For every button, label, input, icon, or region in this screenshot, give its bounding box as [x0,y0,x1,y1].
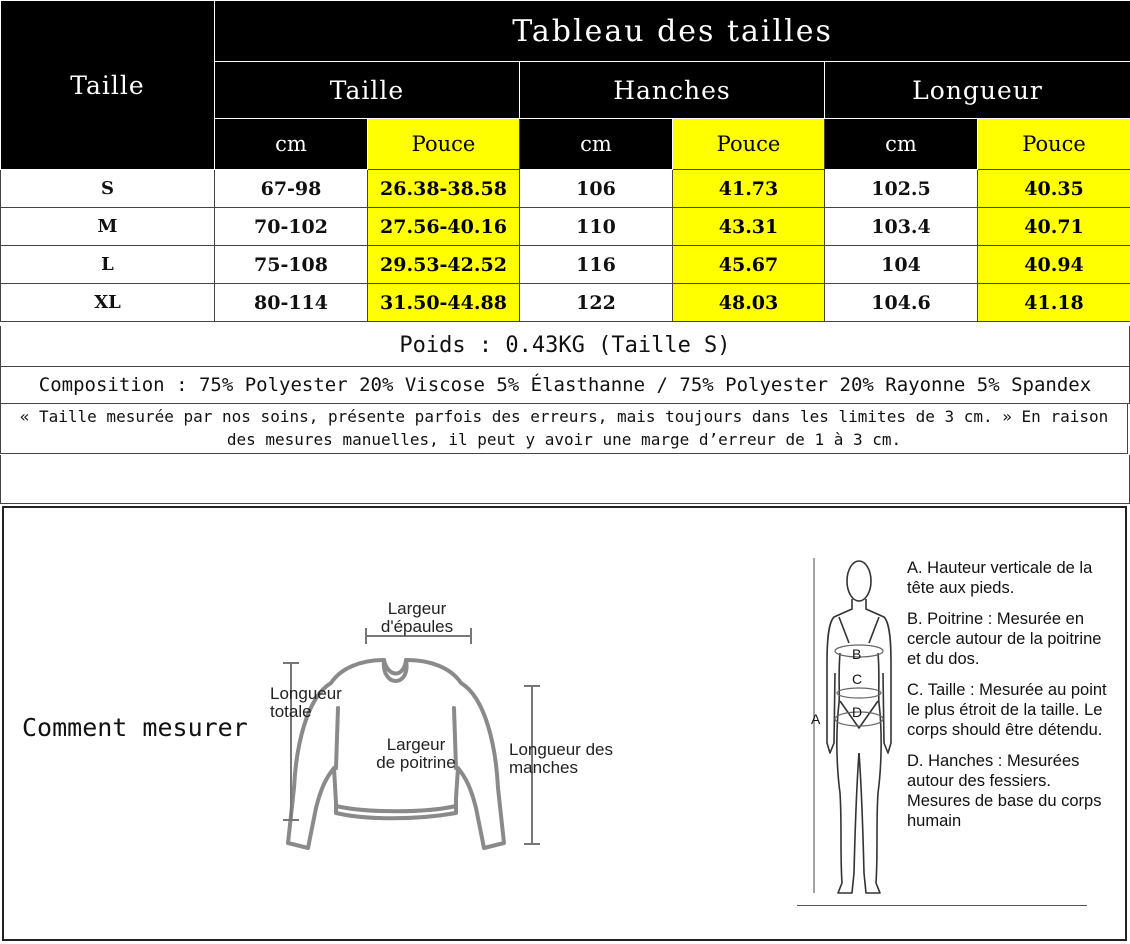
size-cell: S [1,170,215,208]
chart-title: Tableau des tailles [215,1,1130,62]
total-length-label: Longueur totale [270,684,342,721]
group-header-hips: Hanches [520,62,825,119]
table-cell: 45.67 [673,246,825,284]
table-cell: 80-114 [215,284,368,322]
unit-header-cm: cm [215,119,368,170]
table-cell: 40.35 [978,170,1130,208]
size-column-header: Taille [1,1,215,170]
table-cell: 48.03 [673,284,825,322]
table-cell: 103.4 [825,208,978,246]
ground-line [797,905,1087,906]
table-cell: 102.5 [825,170,978,208]
chest-width-label: Largeur de poitrine [376,735,456,772]
table-cell: 106 [520,170,673,208]
table-cell: 27.56-40.16 [368,208,520,246]
table-row [1,246,1130,284]
table-cell: 75-108 [215,246,368,284]
table-row [1,208,1130,246]
table-cell: 43.31 [673,208,825,246]
size-chart-table [0,0,1130,322]
table-cell: 31.50-44.88 [368,284,520,322]
table-cell: 104.6 [825,284,978,322]
unit-header-inch: Pouce [673,119,825,170]
measurement-legend [907,558,1107,842]
table-cell: 41.73 [673,170,825,208]
body-letter-d: D [852,704,863,720]
body-letter-a: A [811,711,821,727]
size-cell: L [1,246,215,284]
shoulder-width-label: Largeur d'épaules [380,599,454,636]
legend-item-a: A. Hauteur verticale de la tête aux pieds. [907,559,1093,597]
unit-header-inch: Pouce [368,119,520,170]
table-cell: 116 [520,246,673,284]
table-cell: 104 [825,246,978,284]
table-cell: 110 [520,208,673,246]
table-cell: 70-102 [215,208,368,246]
table-cell: 29.53-42.52 [368,246,520,284]
blank-row [0,455,1130,504]
how-to-measure-title: Comment mesurer [22,713,248,742]
legend-item-c: C. Taille : Mesurée au point le plus étroit de la taille. Le corps should être détendu. [907,681,1107,739]
body-diagram [794,553,904,913]
table-cell: 122 [520,284,673,322]
table-cell: 67-98 [215,170,368,208]
unit-header-inch: Pouce [978,119,1130,170]
legend-item-d: D. Hanches : Mesurées autour des fessiers. Mesures de base du corps humain [907,752,1102,830]
group-header-length: Longueur [825,62,1130,119]
table-cell: 41.18 [978,284,1130,322]
legend-item-b: B. Poitrine : Mesurée en cercle autour de la poitrine et du dos. [907,610,1102,668]
unit-header-cm: cm [520,119,673,170]
size-cell: M [1,208,215,246]
size-cell: XL [1,284,215,322]
composition-info: Composition : 75% Polyester 20% Viscose 5% Élasthanne / 75% Polyester 20% Rayonne 5% Spandex [0,367,1130,404]
table-row [1,284,1130,322]
how-to-measure-panel [2,506,1127,941]
measurement-note: « Taille mesurée par nos soins, présente parfois des erreurs, mais toujours dans les limites de 3 cm. » En raison des mesures manuelles, il peut y avoir une marge d’erreur de 1 à 3 cm. [0,404,1128,454]
table-cell: 40.71 [978,208,1130,246]
table-row [1,170,1130,208]
table-cell: 26.38-38.58 [368,170,520,208]
body-letter-c: C [852,671,863,687]
weight-info: Poids : 0.43KG (Taille S) [0,326,1130,367]
body-letter-b: B [852,646,862,662]
group-header-waist: Taille [215,62,520,119]
sleeve-length-label: Longueur des manches [509,740,613,777]
table-cell: 40.94 [978,246,1130,284]
unit-header-cm: cm [825,119,978,170]
